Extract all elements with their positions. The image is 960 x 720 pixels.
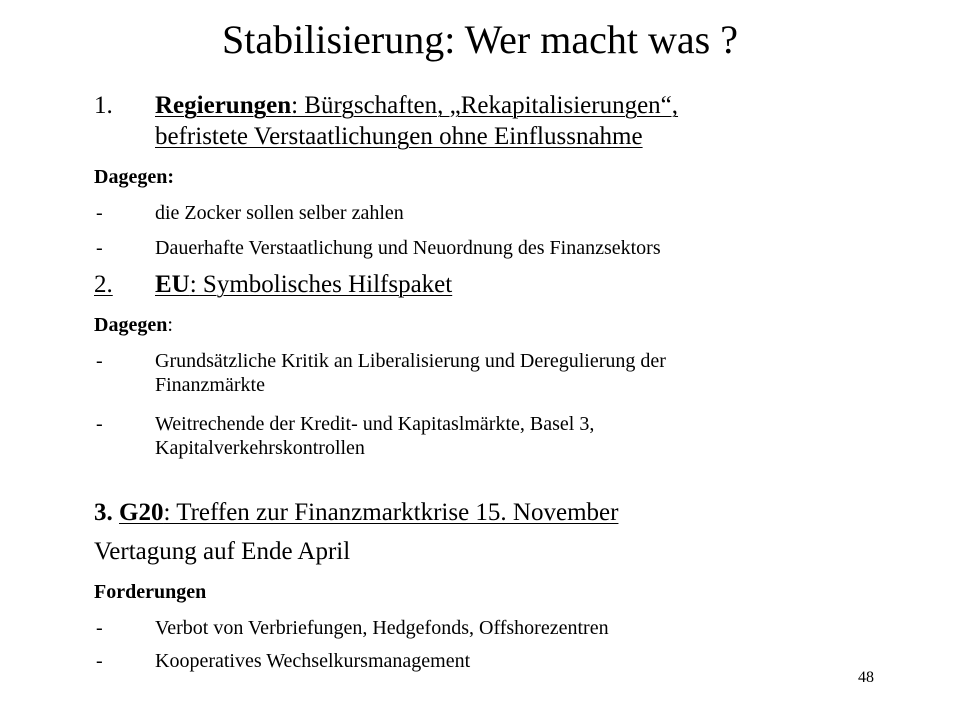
section-3-item-1-bullet: - — [96, 617, 103, 639]
section-1-actor: Regierungen — [155, 92, 292, 119]
section-2-item-2-bullet: - — [96, 413, 103, 435]
section-3-item-1: Verbot von Verbriefungen, Hedgefonds, Offshorezentren — [155, 617, 609, 639]
section-3-number: 3. — [94, 499, 119, 526]
section-2-against-label-bold: Dagegen — [94, 314, 168, 336]
section-1-item-1: die Zocker sollen selber zahlen — [155, 202, 404, 224]
section-2-item-2-line1: Weitrechende der Kredit- und Kapitaslmärkte, Basel 3, — [155, 413, 595, 435]
section-1-heading-text1: : Bürgschaften, „Rekapitalisierungen“, — [291, 92, 679, 119]
section-3-demands-label: Forderungen — [94, 581, 207, 603]
section-2-item-1-line1: Grundsätzliche Kritik an Liberalisierung und Deregulierung der — [155, 350, 666, 372]
section-3-heading-underlined — [119, 499, 618, 526]
section-3-heading — [94, 498, 618, 528]
section-1-heading-line2: befristete Verstaatlichungen ohne Einflussnahme — [155, 123, 643, 150]
section-3-heading-text: : Treffen zur Finanzmarktkrise 15. November — [163, 499, 619, 526]
section-2-heading-text: : Symbolisches Hilfspaket — [189, 271, 453, 298]
section-2-against-label-colon: : — [167, 314, 173, 336]
section-1-item-2-bullet: - — [96, 237, 103, 259]
section-1-item-2: Dauerhafte Verstaatlichung und Neuordnung des Finanzsektors — [155, 237, 661, 259]
section-3-actor: G20 — [119, 499, 164, 526]
page-number: 48 — [858, 669, 874, 686]
section-2-against-label — [94, 313, 173, 337]
section-1-item-1-bullet: - — [96, 202, 103, 224]
section-3-item-2: Kooperatives Wechselkursmanagement — [155, 650, 471, 672]
section-3-subline: Vertagung auf Ende April — [94, 538, 351, 565]
section-2-actor: EU — [155, 271, 190, 298]
section-2-item-2-line2: Kapitalverkehrskontrollen — [155, 437, 365, 459]
section-3-item-2-bullet: - — [96, 650, 103, 672]
page-title: Stabilisierung: Wer macht was ? — [222, 17, 738, 62]
section-1-number: 1. — [94, 92, 113, 119]
section-2-item-1-line2: Finanzmärkte — [155, 374, 265, 396]
section-1-against-label: Dagegen: — [94, 166, 174, 188]
section-2-item-1-bullet: - — [96, 350, 103, 372]
section-2-heading — [155, 270, 452, 300]
section-1-heading-line1 — [155, 91, 678, 121]
section-2-number: 2. — [94, 271, 113, 298]
